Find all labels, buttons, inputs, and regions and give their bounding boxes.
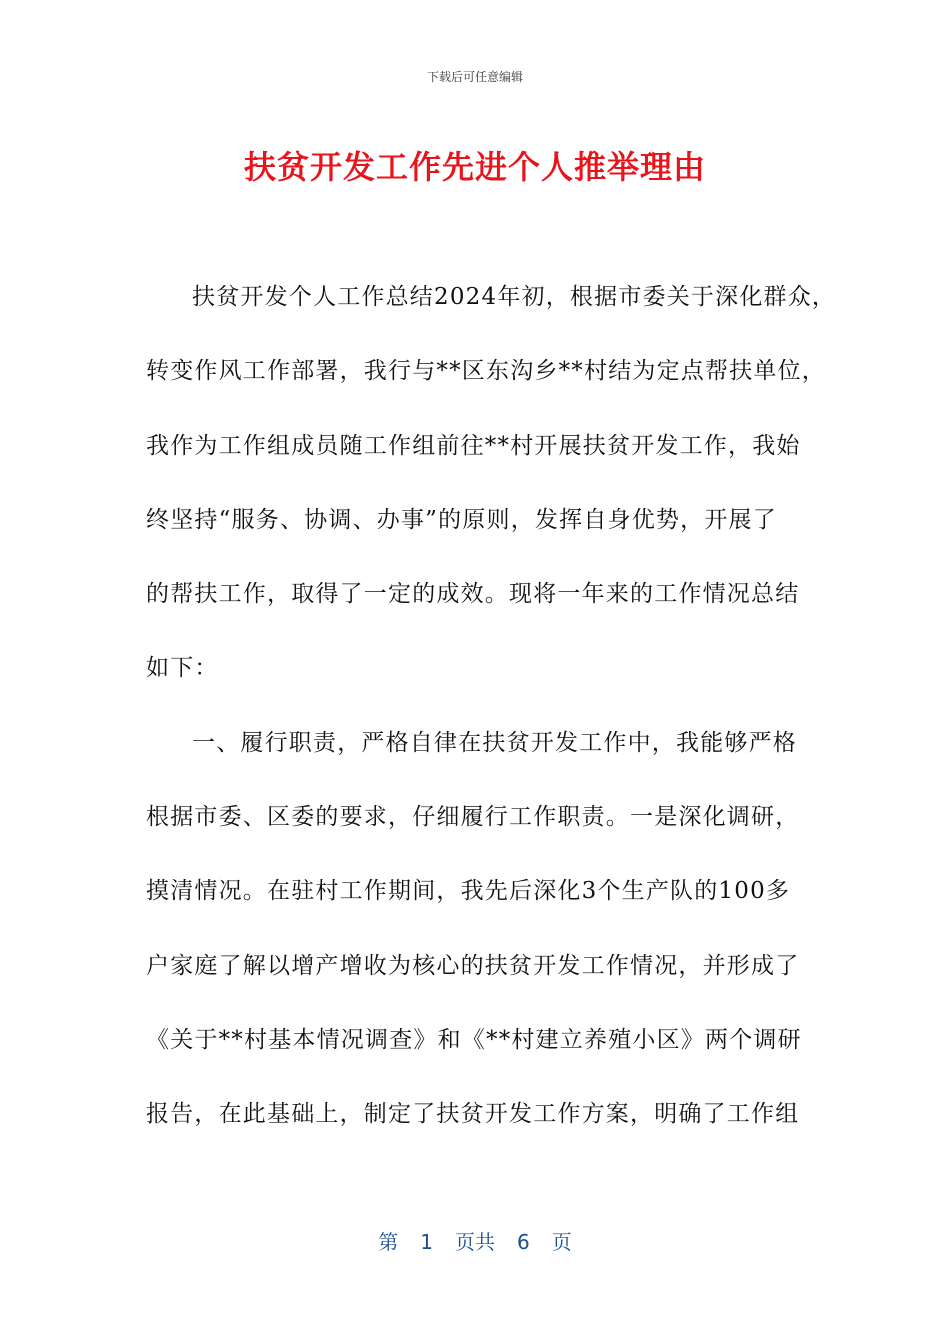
- paragraph-line: 户家庭了解以增产增收为核心的扶贫开发工作情况，并形成了: [146, 952, 800, 979]
- paragraph-line: 一、履行职责，严格自律在扶贫开发工作中，我能够严格: [192, 729, 797, 756]
- paragraph-line: 如下：: [146, 655, 219, 682]
- page-footer: [0, 1226, 950, 1255]
- paragraph-line: 扶贫开发个人工作总结2024年初，根据市委关于深化群众，: [192, 284, 837, 310]
- paragraph-line: 根据市委、区委的要求，仔细履行工作职责。一是深化调研，: [146, 804, 800, 831]
- paragraph-line: 摸清情况。在驻村工作期间，我先后深化3个生产队的100多: [146, 878, 791, 905]
- paragraph-line: 终坚持“服务、协调、办事”的原则，发挥自身优势，开展了: [146, 506, 777, 533]
- page-label-prefix: 第: [378, 1230, 399, 1254]
- paragraph-line: 报告，在此基础上，制定了扶贫开发工作方案，明确了工作组: [146, 1101, 800, 1128]
- paragraph-line: 《关于**村基本情况调查》和《**村建立养殖小区》两个调研: [146, 1026, 802, 1053]
- page-total: 6: [517, 1230, 530, 1254]
- paragraph-line: 的帮扶工作，取得了一定的成效。现将一年来的工作情况总结: [146, 581, 800, 608]
- page-label-middle: 页共: [455, 1230, 495, 1254]
- document-body: [146, 274, 837, 1166]
- paragraph-line: 我作为工作组成员随工作组前往**村开展扶贫开发工作，我始: [146, 432, 801, 459]
- page-label-suffix: 页: [551, 1230, 572, 1254]
- page-number: 1: [420, 1230, 433, 1254]
- paragraph-line: 转变作风工作部署，我行与**区东沟乡**村结为定点帮扶单位，: [146, 358, 826, 385]
- header-note: 下载后可任意编辑: [426, 70, 523, 84]
- document-title: 扶贫开发工作先进个人推举理由: [243, 148, 706, 186]
